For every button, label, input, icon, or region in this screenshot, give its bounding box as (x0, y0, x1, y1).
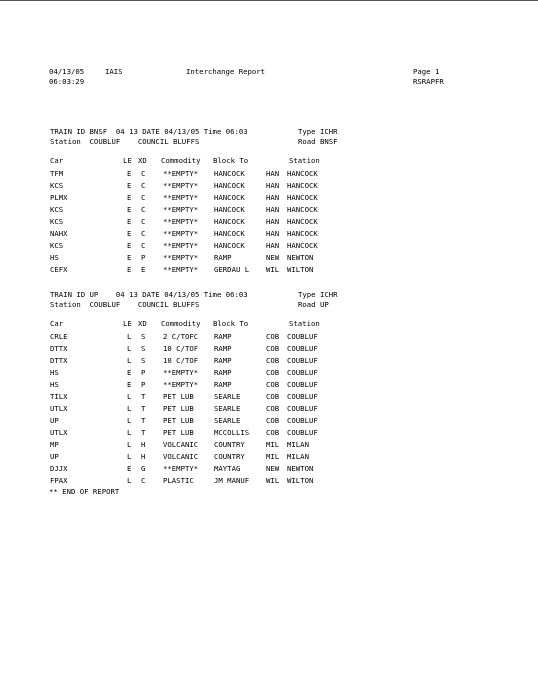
cell-le: E (127, 229, 132, 238)
cell-commodity: 10 C/TOF (163, 356, 199, 365)
column-header (0, 156, 320, 166)
report-date: 04/13/05 (49, 67, 85, 76)
col-block-to: Block To (213, 156, 249, 165)
cell-commodity: **EMPTY* (163, 253, 199, 262)
system-name: IAIS (105, 67, 123, 76)
cell-xd: C (141, 217, 146, 226)
cell-xd: T (141, 416, 146, 425)
report-title: Interchange Report (186, 67, 266, 76)
cell-station: MILAN (287, 440, 309, 449)
cell-block-to: RAMP (214, 356, 232, 365)
col-commodity: Commodity (161, 319, 201, 328)
cell-commodity: **EMPTY* (163, 241, 199, 250)
cell-le: L (127, 404, 132, 413)
cell-station: COUBLUF (287, 416, 318, 425)
cell-station: NEWTON (287, 464, 314, 473)
cell-xd: T (141, 428, 146, 437)
program-code: RSRAPFR (413, 77, 444, 86)
cell-block-to: HANCOCK (214, 193, 245, 202)
cell-block-to: RAMP (214, 332, 232, 341)
cell-car: UTLX (50, 428, 68, 437)
cell-commodity: PET LUB (163, 392, 194, 401)
cell-commodity: 10 C/TOF (163, 344, 199, 353)
cell-car: UTLX (50, 404, 68, 413)
col-le: LE (123, 156, 132, 165)
cell-car: HS (50, 253, 59, 262)
cell-station: HANCOCK (287, 205, 318, 214)
cell-commodity: **EMPTY* (163, 368, 199, 377)
cell-station: HANCOCK (287, 217, 318, 226)
cell-xd: H (141, 452, 146, 461)
cell-station-code: HAN (266, 193, 280, 202)
cell-block-to: RAMP (214, 368, 232, 377)
cell-station: NEWTON (287, 253, 314, 262)
cell-commodity: PET LUB (163, 416, 194, 425)
cell-block-to: HANCOCK (214, 205, 245, 214)
cell-le: L (127, 332, 132, 341)
cell-car: PLMX (50, 193, 68, 202)
cell-car: HS (50, 368, 59, 377)
cell-station-code: NEW (266, 253, 280, 262)
cell-car: UP (50, 452, 59, 461)
cell-station: COUBLUF (287, 404, 318, 413)
cell-station-code: COB (266, 356, 280, 365)
cell-le: E (127, 380, 132, 389)
cell-xd: C (141, 193, 146, 202)
cell-car: UP (50, 416, 59, 425)
train-id-line: TRAIN ID UP 04 13 DATE 04/13/05 Time 06:03 (50, 290, 248, 299)
col-car: Car (50, 156, 64, 165)
cell-xd: C (141, 241, 146, 250)
cell-block-to: HANCOCK (214, 169, 245, 178)
road-line: Road UP (298, 300, 329, 309)
col-xd: XD (138, 319, 147, 328)
cell-station: COUBLUF (287, 368, 318, 377)
cell-le: L (127, 344, 132, 353)
cell-le: L (127, 392, 132, 401)
cell-car: FPAX (50, 476, 68, 485)
cell-car: HS (50, 380, 59, 389)
cell-station: HANCOCK (287, 193, 318, 202)
cell-station-code: COB (266, 380, 280, 389)
cell-block-to: JM MANUF (214, 476, 250, 485)
cell-xd: S (141, 332, 146, 341)
cell-block-to: RAMP (214, 344, 232, 353)
cell-station-code: COB (266, 332, 280, 341)
cell-car: DJJX (50, 464, 68, 473)
cell-car: DTTX (50, 356, 68, 365)
cell-station-code: MIL (266, 440, 280, 449)
cell-commodity: VOLCANIC (163, 440, 199, 449)
col-xd: XD (138, 156, 147, 165)
cell-block-to: HANCOCK (214, 241, 245, 250)
cell-xd: H (141, 440, 146, 449)
cell-le: E (127, 193, 132, 202)
cell-block-to: HANCOCK (214, 181, 245, 190)
cell-block-to: MCCOLLIS (214, 428, 250, 437)
cell-station-code: MIL (266, 452, 280, 461)
cell-le: E (127, 464, 132, 473)
cell-le: E (127, 217, 132, 226)
cell-commodity: **EMPTY* (163, 169, 199, 178)
col-station: Station (289, 156, 320, 165)
cell-commodity: VOLCANIC (163, 452, 199, 461)
cell-station-code: COB (266, 344, 280, 353)
train-type: Type ICHR (298, 290, 338, 299)
cell-block-to: SEARLE (214, 416, 241, 425)
cell-xd: C (141, 205, 146, 214)
cell-le: L (127, 356, 132, 365)
cell-station: COUBLUF (287, 344, 318, 353)
cell-station: HANCOCK (287, 181, 318, 190)
cell-block-to: MAYTAG (214, 464, 241, 473)
cell-station-code: HAN (266, 169, 280, 178)
cell-station-code: NEW (266, 464, 280, 473)
cell-car: NAHX (50, 229, 68, 238)
cell-xd: P (141, 253, 146, 262)
train-type: Type ICHR (298, 127, 338, 136)
cell-car: TILX (50, 392, 68, 401)
cell-station: HANCOCK (287, 241, 318, 250)
cell-station-code: HAN (266, 241, 280, 250)
report-time: 06:03:29 (49, 77, 85, 86)
cell-block-to: HANCOCK (214, 217, 245, 226)
page-top-border (0, 0, 538, 1)
cell-commodity: PET LUB (163, 428, 194, 437)
cell-car: MP (50, 440, 59, 449)
cell-xd: P (141, 380, 146, 389)
road-line: Road BNSF (298, 137, 338, 146)
cell-station: COUBLUF (287, 428, 318, 437)
cell-station-code: HAN (266, 229, 280, 238)
cell-xd: S (141, 356, 146, 365)
cell-block-to: HANCOCK (214, 229, 245, 238)
cell-commodity: **EMPTY* (163, 193, 199, 202)
cell-station: WILTON (287, 476, 314, 485)
cell-le: E (127, 205, 132, 214)
cell-le: L (127, 428, 132, 437)
cell-station: HANCOCK (287, 229, 318, 238)
cell-station-code: COB (266, 416, 280, 425)
cell-station-code: COB (266, 368, 280, 377)
cell-le: E (127, 253, 132, 262)
cell-xd: C (141, 476, 146, 485)
end-of-report: ** END OF REPORT (49, 487, 120, 496)
cell-car: TFM (50, 169, 64, 178)
cell-station: WILTON (287, 265, 314, 274)
cell-station: MILAN (287, 452, 309, 461)
cell-station-code: HAN (266, 217, 280, 226)
train-id-line: TRAIN ID BNSF 04 13 DATE 04/13/05 Time 06:03 (50, 127, 248, 136)
cell-block-to: SEARLE (214, 392, 241, 401)
cell-station-code: HAN (266, 205, 280, 214)
cell-station: COUBLUF (287, 332, 318, 341)
cell-block-to: COUNTRY (214, 452, 245, 461)
cell-le: E (127, 169, 132, 178)
cell-station-code: WIL (266, 265, 280, 274)
cell-xd: S (141, 344, 146, 353)
column-header (0, 319, 320, 329)
cell-station-code: WIL (266, 476, 280, 485)
cell-station-code: HAN (266, 181, 280, 190)
cell-xd: C (141, 169, 146, 178)
cell-xd: C (141, 229, 146, 238)
cell-xd: G (141, 464, 146, 473)
cell-block-to: RAMP (214, 380, 232, 389)
cell-commodity: PET LUB (163, 404, 194, 413)
cell-block-to: SEARLE (214, 404, 241, 413)
cell-commodity: **EMPTY* (163, 380, 199, 389)
cell-car: DTTX (50, 344, 68, 353)
cell-station-code: COB (266, 404, 280, 413)
cell-le: E (127, 368, 132, 377)
cell-le: E (127, 265, 132, 274)
cell-station: COUBLUF (287, 392, 318, 401)
cell-xd: T (141, 404, 146, 413)
cell-station-code: COB (266, 392, 280, 401)
cell-commodity: **EMPTY* (163, 229, 199, 238)
col-le: LE (123, 319, 132, 328)
cell-car: CRLE (50, 332, 68, 341)
cell-car: KCS (50, 205, 64, 214)
cell-le: E (127, 181, 132, 190)
col-commodity: Commodity (161, 156, 201, 165)
station-line: Station COUBLUF COUNCIL BLUFFS (50, 300, 200, 309)
cell-commodity: 2 C/TOFC (163, 332, 199, 341)
cell-station-code: COB (266, 428, 280, 437)
cell-car: KCS (50, 241, 64, 250)
cell-station: HANCOCK (287, 169, 318, 178)
cell-block-to: COUNTRY (214, 440, 245, 449)
col-station: Station (289, 319, 320, 328)
col-car: Car (50, 319, 64, 328)
station-line: Station COUBLUF COUNCIL BLUFFS (50, 137, 200, 146)
cell-xd: T (141, 392, 146, 401)
cell-commodity: **EMPTY* (163, 181, 199, 190)
cell-block-to: RAMP (214, 253, 232, 262)
cell-le: L (127, 416, 132, 425)
cell-commodity: **EMPTY* (163, 217, 199, 226)
cell-le: L (127, 440, 132, 449)
cell-car: CEFX (50, 265, 68, 274)
cell-commodity: **EMPTY* (163, 265, 199, 274)
cell-le: L (127, 452, 132, 461)
cell-commodity: **EMPTY* (163, 464, 199, 473)
cell-block-to: GERDAU L (214, 265, 250, 274)
cell-commodity: PLASTIC (163, 476, 194, 485)
cell-commodity: **EMPTY* (163, 205, 199, 214)
page-number: Page 1 (413, 67, 440, 76)
cell-le: L (127, 476, 132, 485)
cell-station: COUBLUF (287, 356, 318, 365)
cell-car: KCS (50, 181, 64, 190)
cell-xd: P (141, 368, 146, 377)
cell-xd: C (141, 181, 146, 190)
col-block-to: Block To (213, 319, 249, 328)
cell-le: E (127, 241, 132, 250)
cell-car: KCS (50, 217, 64, 226)
cell-station: COUBLUF (287, 380, 318, 389)
cell-xd: E (141, 265, 146, 274)
